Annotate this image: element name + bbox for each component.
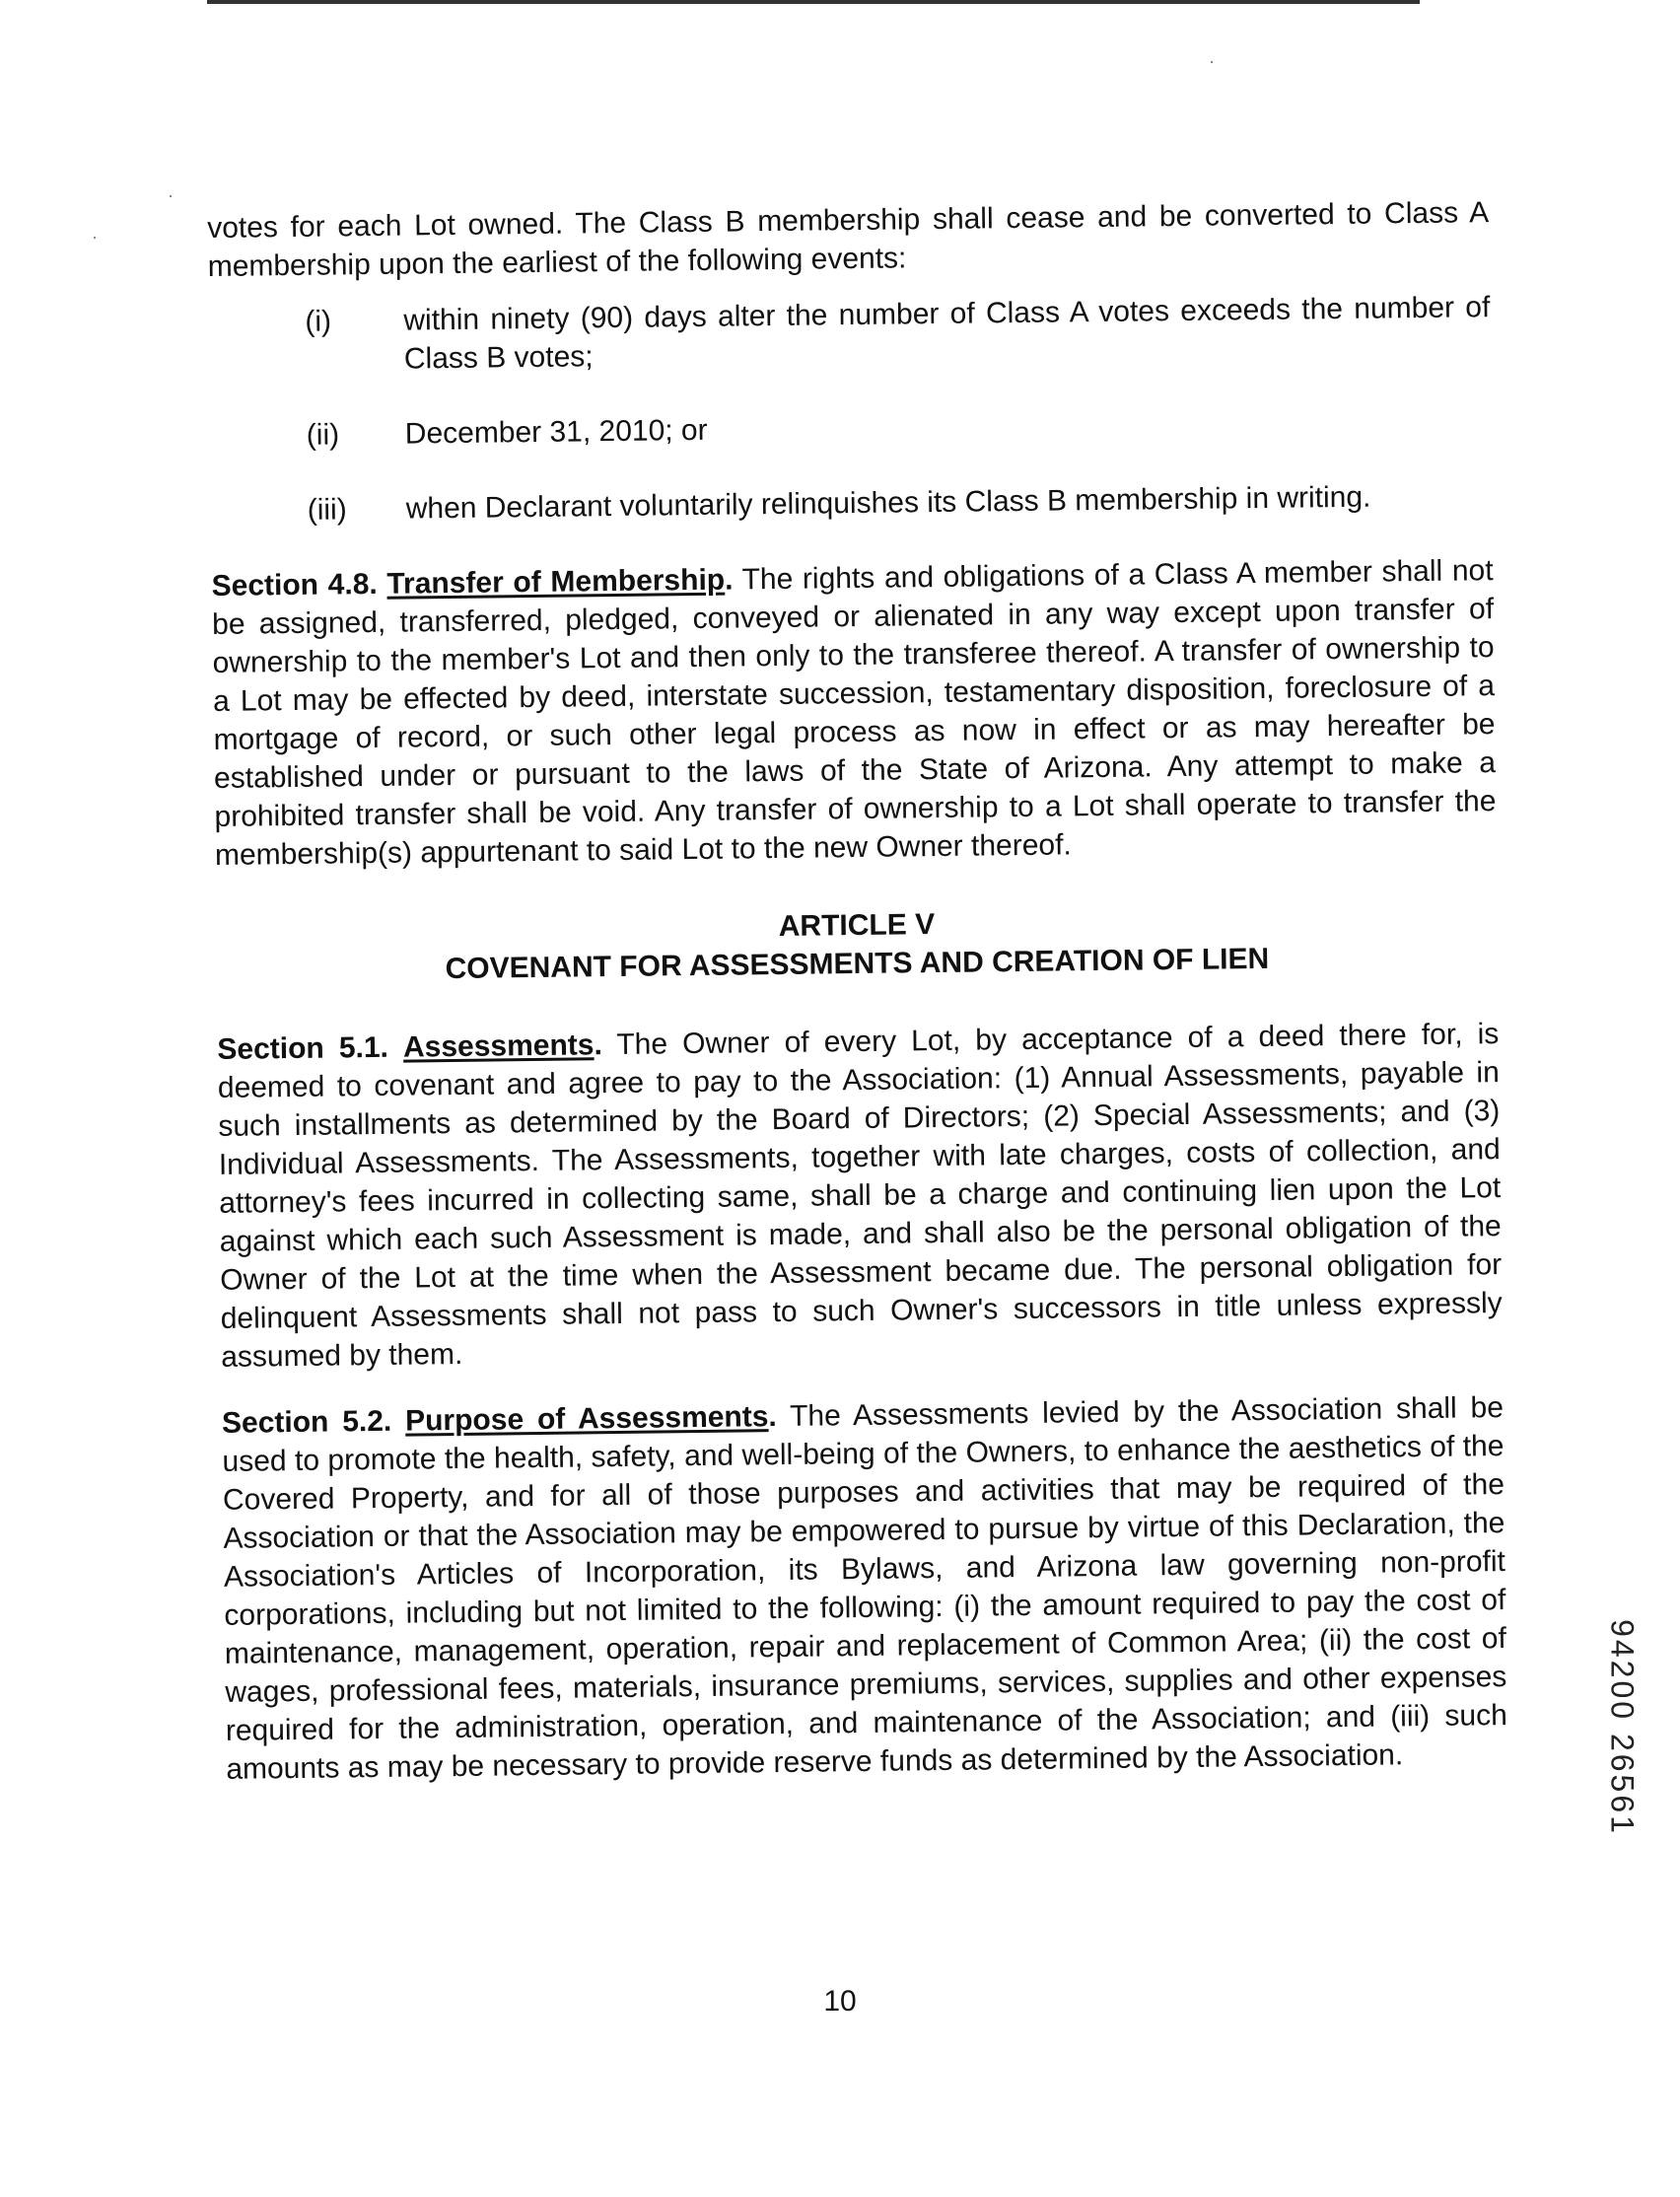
section-5-2-paragraph: Section 5.2. Purpose of Assessments. The Assessments levied by the Association shall be used to promote the health, safety, and well-being of the Owners, to enhance the aesthetics of the Covered Property, and for all of those purposes and activities that may be required of the Association or that the Association may be empowered to pursue by virtue of this Declaration, the Association's Articles of Incorporation, its Bylaws, and Arizona law governing non-profit corporations, including but not limited to the following: (i) the amount required to pay the cost of maintenance, management, operation, repair and replacement of Common Area; (ii) the cost of wages, professional fees, materials, insurance premiums, services, supplies and other expenses required for the administration, operation, and maintenance of the Association; and (iii) such amounts as may be necessary to provide reserve funds as determined by the Association. (221, 1391, 1507, 1786)
section-4-8-label: Section 4.8. (211, 567, 378, 602)
list-item (211, 476, 1493, 531)
list-item (208, 288, 1491, 381)
list-item-text: within ninety (90) days alter the number of Class A votes exceeds the number of Class B votes; (403, 291, 1491, 376)
list-item (210, 401, 1492, 456)
intro-paragraph (207, 193, 1490, 286)
section-5-2-body: The Assessments levied by the Association shall be used to promote the health, safety, and well-being of the Owners, to enhance the aesthetics of the Covered Property, and for all of those purposes and activities that may be required of the Association or that the Association may be empowered to pursue by virtue of this Declaration, the Association's Articles of Incorporation, its Bylaws, and Arizona law governing non-profit corporations, including but not limited to the following: (i) the amount required to pay the cost of maintenance, management, operation, repair and replacement of Common Area; (ii) the cost of wages, professional fees, materials, insurance premiums, services, supplies and other expenses required for the administration, operation, and maintenance of the Association; and (iii) such amounts as may be necessary to provide reserve funds as determined by the Association. (222, 1391, 1507, 1786)
scan-speck (1211, 61, 1213, 63)
article-title: COVENANT FOR ASSESSMENTS AND CREATION OF LIEN (445, 942, 1270, 986)
section-5-1-body: The Owner of every Lot, by acceptance of a deed there for, is deemed to covenant and agree to pay to the Association: (1) Annual Assessments, payable in such installments as determined by the Board of Directors; (2) Special Assessments; and (3) Individual Assessments. The Assessments, together with late charges, costs of collection, and attorney's fees incurred in collecting same, shall be a charge and continuing lien upon the Lot against which each such Assessment is made, and shall also be the personal obligation of the Owner of the Lot at the time when the Assessment became due. The personal obligation for delinquent Assessments shall not pass to such Owner's successors in title unless expressly assumed by them. (217, 1018, 1503, 1374)
side-stamp (1592, 1590, 1651, 1866)
list-item-text: when Declarant voluntarily relinquishes its Class B membership in writing. (405, 480, 1371, 526)
scan-speck (170, 195, 172, 197)
section-4-8-title: Transfer of Membership (386, 563, 726, 601)
article-heading (216, 898, 1499, 991)
events-list (208, 288, 1493, 531)
side-stamp-text: 94200 26561 (1604, 1619, 1641, 1836)
list-item-text: December 31, 2010; or (404, 413, 708, 451)
section-4-8-paragraph: Section 4.8. Transfer of Membership. The rights and obligations of a Class A member shall not be assigned, transferred, pledged, conveyed or alienated in any way except upon transfer of ownership to the member's Lot and then only to the transferee thereof. A transfer of ownership to a Lot may be effected by deed, interstate succession, testamentary disposition, foreclosure of a mortgage of record, or such other legal process as now in effect or as may hereafter be established under or pursuant to the laws of the State of Arizona. Any attempt to make a prohibited transfer shall be void. Any transfer of ownership to a Lot shall operate to transfer the membership(s) appurtenant to said Lot to the new Owner thereof. (211, 554, 1497, 872)
section-5-1-label: Section 5.1. (217, 1030, 389, 1066)
section-5-1-title: Assessments (402, 1028, 595, 1064)
section-5-1-paragraph: Section 5.1. Assessments. The Owner of every Lot, by acceptance of a deed there for, is deemed to covenant and agree to pay to the Association: (1) Annual Assessments, payable in such installments as determined by the Board of Directors; (2) Special Assessments; and (3) Individual Assessments. The Assessments, together with late charges, costs of collection, and attorney's fees incurred in collecting same, shall be a charge and continuing lien upon the Lot against which each such Assessment is made, and shall also be the personal obligation of the Owner of the Lot at the time when the Assessment became due. The personal obligation for delinquent Assessments shall not pass to such Owner's successors in title unless expressly assumed by them. (217, 1018, 1503, 1374)
list-item-number: (ii) (306, 418, 340, 452)
scan-edge-mark (207, 0, 1420, 4)
section-5-2-title: Purpose of Assessments (404, 1400, 769, 1438)
article-number: ARTICLE V (778, 908, 936, 943)
list-item-number: (i) (305, 305, 332, 338)
section-5-2-label: Section 5.2. (221, 1404, 392, 1440)
section-4-8-body: The rights and obligations of a Class A member shall not be assigned, transferred, pledged, conveyed or alienated in any way except upon transfer of ownership to the member's Lot and then only to the transferee thereof. A transfer of ownership to a Lot may be effected by deed, interstate succession, testamentary disposition, foreclosure of a mortgage of record, or such other legal process as now in effect or as may hereafter be established under or pursuant to the laws of the State of Arizona. Any attempt to make a prohibited transfer shall be void. Any transfer of ownership to a Lot shall operate to transfer the membership(s) appurtenant to said Lot to the new Owner thereof. (211, 554, 1497, 872)
scan-speck (94, 237, 96, 239)
document-body (207, 193, 1507, 1789)
intro-text: votes for each Lot owned. The Class B membership shall cease and be converted to Class A membership upon the earliest of the following events: (207, 196, 1490, 283)
page-number: 10 (823, 1985, 857, 2018)
list-item-number: (iii) (307, 493, 347, 527)
